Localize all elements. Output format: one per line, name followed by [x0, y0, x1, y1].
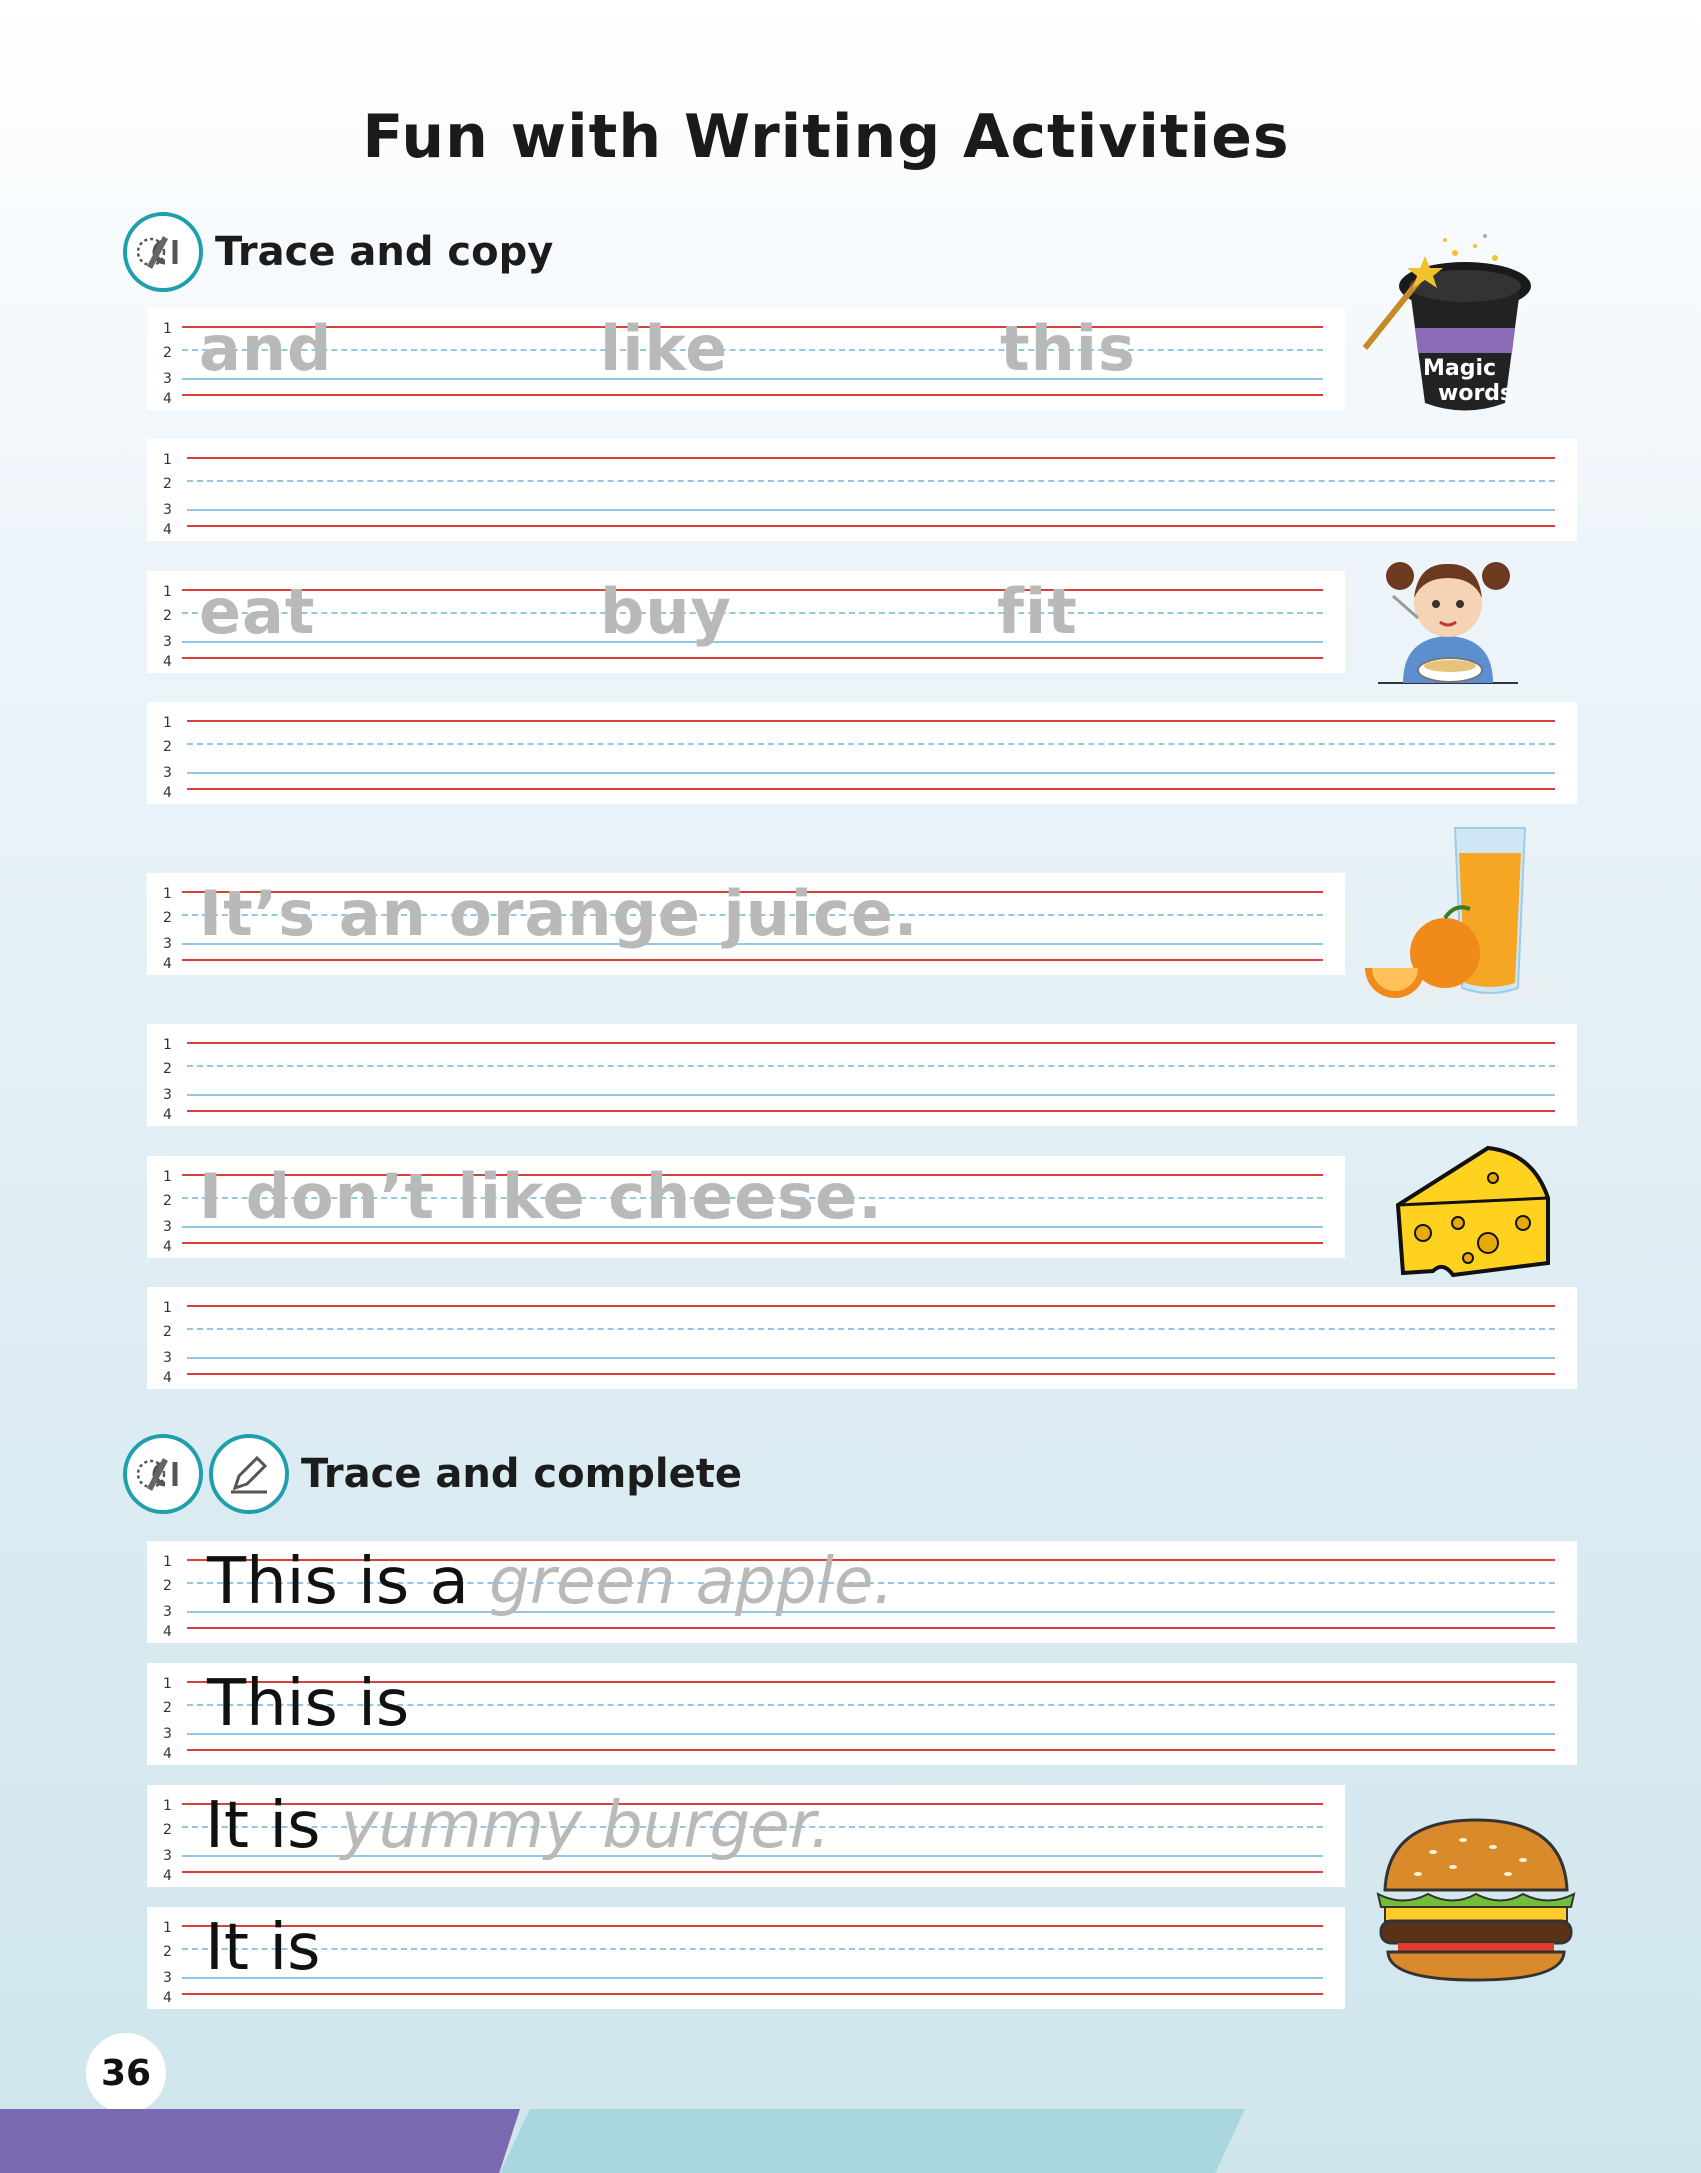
trace-row-1[interactable]: 1 2 3 4 and like this [147, 308, 1345, 410]
trace-word: like [600, 312, 729, 385]
pencil-icon [209, 1434, 289, 1514]
trace-word: fit [997, 575, 1078, 648]
copy-row-3[interactable]: 1 2 3 4 [147, 1024, 1577, 1126]
trace-row-3[interactable]: 1 2 3 4 It’s an orange juice. [147, 873, 1345, 975]
section-trace-complete-header [123, 1434, 742, 1514]
section-trace-copy-header [123, 212, 553, 292]
magic-hat-icon [1355, 228, 1555, 418]
complete-sentence: This is [207, 1667, 410, 1741]
complete-sentence: It is [205, 1911, 321, 1985]
girl-eating-icon [1378, 548, 1548, 698]
copy-row-2[interactable]: 1 2 3 4 [147, 702, 1577, 804]
section-label: Trace and copy [215, 229, 554, 275]
trace-word: and [199, 312, 333, 385]
orange-juice-icon [1360, 823, 1575, 1008]
copy-row-1[interactable]: 1 2 3 4 [147, 439, 1577, 541]
complete-row-3[interactable]: 1 2 3 4 It is yummy burger. [147, 1785, 1345, 1887]
complete-row-4[interactable]: 1 2 3 4 It is [147, 1907, 1345, 2009]
page-number: 36 [86, 2033, 166, 2113]
trace-letter-icon [123, 212, 203, 292]
complete-sentence: This is a green apple. [207, 1545, 894, 1619]
trace-word: buy [600, 575, 732, 648]
burger-icon [1373, 1812, 1579, 1984]
trace-row-4[interactable]: 1 2 3 4 I don’t like cheese. [147, 1156, 1345, 1258]
trace-letter-icon [123, 1434, 203, 1514]
footer-band-purple [0, 2109, 520, 2173]
complete-row-1[interactable]: 1 2 3 4 This is a green apple. [147, 1541, 1577, 1643]
cheese-icon [1393, 1143, 1555, 1280]
trace-sentence: It’s an orange juice. [199, 877, 919, 950]
section-label: Trace and complete [301, 1451, 742, 1497]
trace-sentence: I don’t like cheese. [199, 1160, 883, 1233]
complete-row-2[interactable]: 1 2 3 4 This is [147, 1663, 1577, 1765]
svg-text:Magic: Magic [1423, 356, 1497, 381]
footer-band-teal [500, 2109, 1245, 2173]
trace-row-2[interactable]: 1 2 3 4 eat buy fit [147, 571, 1345, 673]
copy-row-4[interactable]: 1 2 3 4 [147, 1287, 1577, 1389]
trace-word: this [1000, 312, 1136, 385]
trace-word: eat [199, 575, 316, 648]
svg-text:words: words [1438, 381, 1514, 406]
page-title: Fun with Writing Activities [362, 102, 1290, 172]
complete-sentence: It is yummy burger. [205, 1789, 831, 1863]
